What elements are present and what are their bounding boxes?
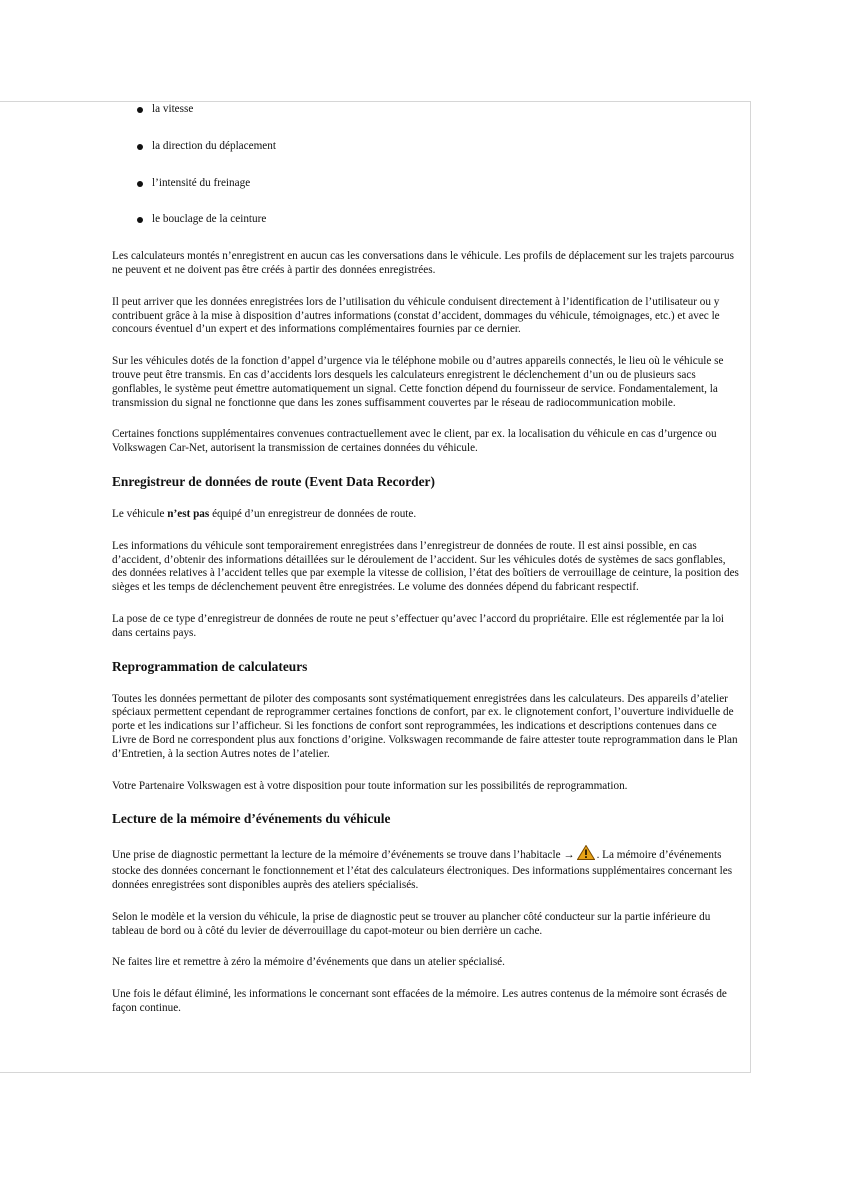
heading-event-memory: Lecture de la mémoire d’événements du véhicule xyxy=(112,811,391,827)
paragraph-socket-location: Selon le modèle et la version du véhicule, la prise de diagnostic peut se trouver au plancher côté conducteur sur la partie inférieure du tableau de bord ou à côté du levier de déverrouillage du capot-moteur ou bien derrière un cache. xyxy=(112,910,711,937)
list-item: le bouclage de la ceinture xyxy=(112,213,740,227)
list-item: l’intensité du freinage xyxy=(112,177,740,191)
paragraph-reprogramming: Toutes les données permettant de piloter des composants sont systématiquement enregistrées dans les calculateurs. Des appareils d’atelier spéciaux permettent cependant de reprogrammer certaines fonctions de confort, par ex. le clignotement confort, l’ouverture individuelle de porte et les indications sur l’afficheur. Si les fonctions de confort sont reprogrammées, les indications et descriptions contenues dans ce Livre de Bord ne correspondent plus aux fonctions d’origine. Volkswagen recommande de faire attester toute reprogrammation dans le Plan d’Entretien, à la section Autres notes de l’atelier. xyxy=(112,692,738,760)
bullet-icon xyxy=(137,181,143,187)
list-item: la direction du déplacement xyxy=(112,140,740,154)
paragraph-diagnostic-socket: Une prise de diagnostic permettant la lecture de la mémoire d’événements se trouve dans l’habitacle → . La mémoire d’événements stocke des données concernant le fonctionnement et l’état des calculateurs électroniques. Des informations supplémentaires concernant les données enregistrées sont disponibles auprès des ateliers spécialisés. xyxy=(112,845,740,892)
paragraph-partner: Votre Partenaire Volkswagen est à votre disposition pour toute information sur les possibilités de reprogrammation. xyxy=(112,779,628,792)
bullet-icon xyxy=(137,144,143,150)
paragraph-defect-cleared: Une fois le défaut éliminé, les informations le concernant sont effacées de la mémoire. Les autres contenus de la mémoire sont écrasés de façon continue. xyxy=(112,988,727,1014)
paragraph-edr-info: Les informations du véhicule sont temporairement enregistrées dans l’enregistreur de données de route. Il est ainsi possible, en cas d’accident, d’obtenir des informations détaillées sur le déroulement de l’accident. Sur les véhicules dotés de systèmes de sacs gonflables, des données relatives à l’accident telles que par exemple la vitesse de collision, l’état des boîtiers de verrouillage de ceinture, la position des sièges et les temps de déclenchement peuvent être enregistrées. Le volume des données dépend du fabricant respectif. xyxy=(112,539,739,594)
paragraph-reset: Ne faites lire et remettre à zéro la mémoire d’événements que dans un atelier spécialisé. xyxy=(112,956,505,969)
heading-reprogramming: Reprogrammation de calculateurs xyxy=(112,658,308,674)
paragraph-edr-equipped: Le véhicule n’est pas équipé d’un enregistreur de données de route. xyxy=(112,507,417,520)
list-item: la vitesse xyxy=(112,103,740,117)
paragraph-edr-legal: La pose de ce type d’enregistreur de données de route ne peut s’effectuer qu’avec l’accord du propriétaire. Elle est réglementée par la loi dans certains pays. xyxy=(112,612,725,639)
document-body xyxy=(112,103,740,1034)
paragraph-emergency-call: Sur les véhicules dotés de la fonction d’appel d’urgence via le téléphone mobile ou d’autres appareils connectés, le lieu où le véhicule se trouve peut être transmis. En cas d’accidents lors desquels les calculateurs enregistrent le déclenchement d’un ou de plusieurs sacs gonflables, le système peut émettre automatiquement un signal. Cette fonction dépend du fournisseur de service. Fondamentalement, la transmission du signal ne fonctionne que dans les zones suffisamment couvertes par le réseau de radiocommunication mobile. xyxy=(112,355,724,409)
heading-event-data-recorder: Enregistreur de données de route (Event Data Recorder) xyxy=(112,473,435,489)
data-list xyxy=(112,103,740,227)
bullet-icon xyxy=(137,217,143,223)
paragraph-conversations: Les calculateurs montés n’enregistrent en aucun cas les conversations dans le véhicule. Les profils de déplacement sur les trajets parcourus ne peuvent et ne doivent pas être créés à partir des données enregistrées. xyxy=(112,250,734,276)
bullet-icon xyxy=(137,107,143,113)
paragraph-additional-functions: Certaines fonctions supplémentaires convenues contractuellement avec le client, par ex. la localisation du véhicule en cas d’urgence ou Volkswagen Car-Net, autorisent la transmission de certaines données du véhicule. xyxy=(112,428,717,455)
arrow-icon: → xyxy=(563,849,575,862)
warning-triangle-icon[interactable] xyxy=(577,845,595,865)
paragraph-identification: Il peut arriver que les données enregistrées lors de l’utilisation du véhicule conduisent directement à l’identification de l’utilisateur ou y contribuent grâce à la mise à disposition d’autres informations (constat d’accident, dommages du véhicule, témoignages, etc.) et avec le concours éventuel d’un expert et des informations complémentaires fournies par ce dernier. xyxy=(112,295,720,336)
